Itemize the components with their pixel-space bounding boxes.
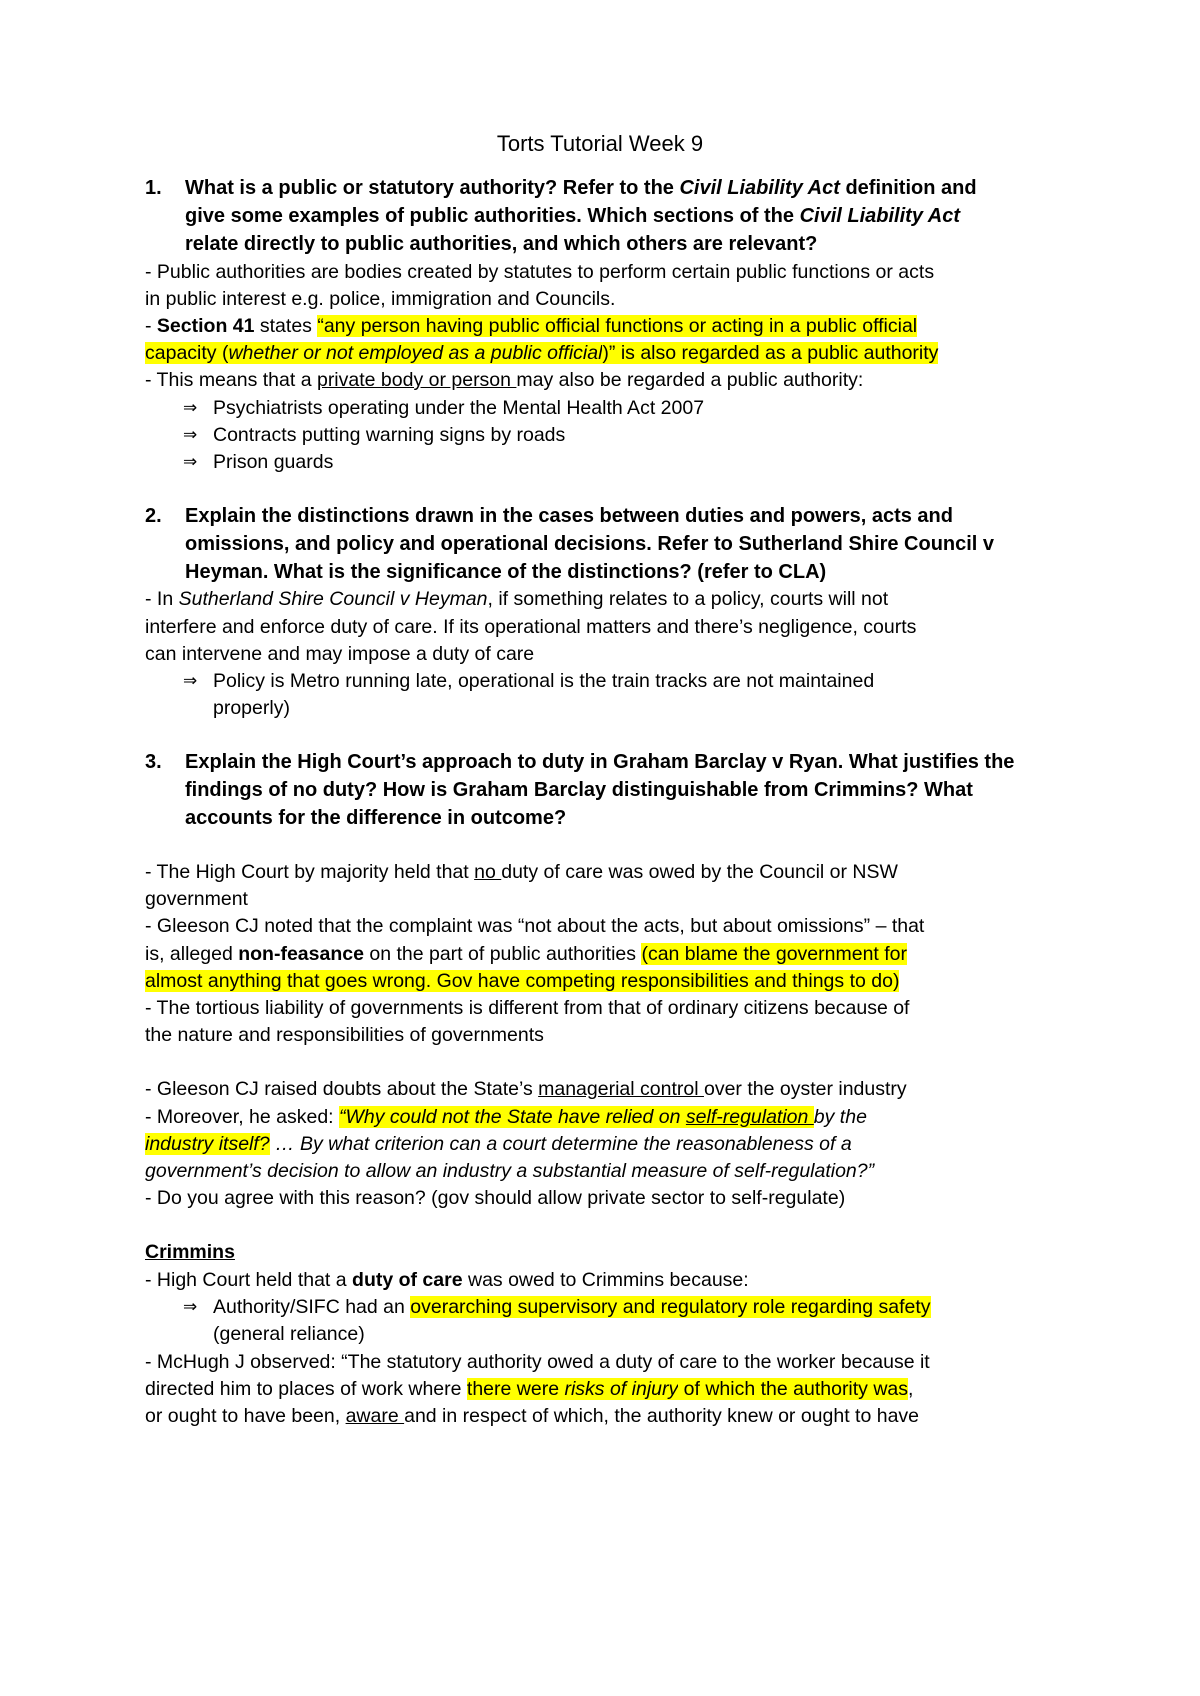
question-3-line: accounts for the difference in outcome? xyxy=(185,807,567,829)
bullet-item: (general reliance) xyxy=(213,1323,365,1345)
answer-line: interfere and enforce duty of care. If its operational matters and there’s negligence, courts xyxy=(145,616,917,638)
bullet-item: Authority/SIFC had an overarching supervisory and regulatory role regarding safety xyxy=(213,1296,931,1318)
answer-line: government’s decision to allow an industry a substantial measure of self-regulation?” xyxy=(145,1160,875,1182)
question-1-line: give some examples of public authorities. Which sections of the Civil Liability Act xyxy=(185,205,960,227)
answer-line: - This means that a private body or person may also be regarded a public authority: xyxy=(145,369,864,391)
answer-line: in public interest e.g. police, immigration and Councils. xyxy=(145,288,616,310)
question-number: 3. xyxy=(145,751,162,773)
answer-line: capacity (whether or not employed as a public official)” is also regarded as a public authority xyxy=(145,342,939,364)
question-3-line: Explain the High Court’s approach to duty in Graham Barclay v Ryan. What justifies the xyxy=(185,751,1015,773)
question-2-line: omissions, and policy and operational decisions. Refer to Sutherland Shire Council v xyxy=(185,533,995,555)
double-arrow-icon: ⇒ xyxy=(183,671,198,690)
answer-line: - The tortious liability of governments is different from that of ordinary citizens because of xyxy=(145,997,910,1019)
bullet-item: Psychiatrists operating under the Mental Health Act 2007 xyxy=(213,397,705,419)
bullet-item: properly) xyxy=(213,697,290,719)
bullet-item: Contracts putting warning signs by roads xyxy=(213,424,566,446)
answer-line: or ought to have been, aware and in respect of which, the authority knew or ought to have xyxy=(145,1405,920,1427)
answer-line: - The High Court by majority held that no duty of care was owed by the Council or NSW xyxy=(145,861,898,883)
answer-line: - Gleeson CJ raised doubts about the State’s managerial control over the oyster industry xyxy=(145,1078,907,1100)
answer-line: - Do you agree with this reason? (gov should allow private sector to self-regulate) xyxy=(145,1187,846,1209)
answer-line: directed him to places of work where there were risks of injury of which the authority was, xyxy=(145,1378,914,1400)
question-1-line: What is a public or statutory authority? Refer to the Civil Liability Act definition and xyxy=(185,177,977,199)
crimmins-heading: Crimmins xyxy=(145,1241,235,1263)
bullet-item: Policy is Metro running late, operational is the train tracks are not maintained xyxy=(213,670,875,692)
answer-line: - Moreover, he asked: “Why could not the State have relied on self-regulation by the xyxy=(145,1106,867,1128)
answer-line: almost anything that goes wrong. Gov have competing responsibilities and things to do) xyxy=(145,970,900,992)
question-3-line: findings of no duty? How is Graham Barclay distinguishable from Crimmins? What xyxy=(185,779,973,801)
question-1-line: relate directly to public authorities, and which others are relevant? xyxy=(185,233,818,255)
answer-line: the nature and responsibilities of governments xyxy=(145,1024,544,1046)
question-2-line: Explain the distinctions drawn in the cases between duties and powers, acts and xyxy=(185,505,953,527)
question-number: 2. xyxy=(145,505,162,527)
answer-line: - High Court held that a duty of care was owed to Crimmins because: xyxy=(145,1269,749,1291)
double-arrow-icon: ⇒ xyxy=(183,452,198,471)
answer-line: is, alleged non-feasance on the part of public authorities (can blame the government for xyxy=(145,943,908,965)
answer-line: - Public authorities are bodies created by statutes to perform certain public functions or acts xyxy=(145,261,935,283)
answer-line: - In Sutherland Shire Council v Heyman, if something relates to a policy, courts will not xyxy=(145,588,889,610)
answer-line: - Gleeson CJ noted that the complaint was “not about the acts, but about omissions” – that xyxy=(145,915,925,937)
bullet-item: Prison guards xyxy=(213,451,334,473)
double-arrow-icon: ⇒ xyxy=(183,398,198,417)
answer-line: - Section 41 states “any person having public official functions or acting in a public official xyxy=(145,315,918,337)
answer-line: can intervene and may impose a duty of care xyxy=(145,643,535,665)
answer-line: - McHugh J observed: “The statutory authority owed a duty of care to the worker because it xyxy=(145,1351,930,1373)
double-arrow-icon: ⇒ xyxy=(183,425,198,444)
question-2-line: Heyman. What is the significance of the distinctions? (refer to CLA) xyxy=(185,561,827,583)
page-title: Torts Tutorial Week 9 xyxy=(496,131,704,156)
double-arrow-icon: ⇒ xyxy=(183,1297,198,1316)
question-number: 1. xyxy=(145,177,162,199)
answer-line: industry itself? … By what criterion can a court determine the reasonableness of a xyxy=(145,1133,852,1155)
answer-line: government xyxy=(145,888,248,910)
